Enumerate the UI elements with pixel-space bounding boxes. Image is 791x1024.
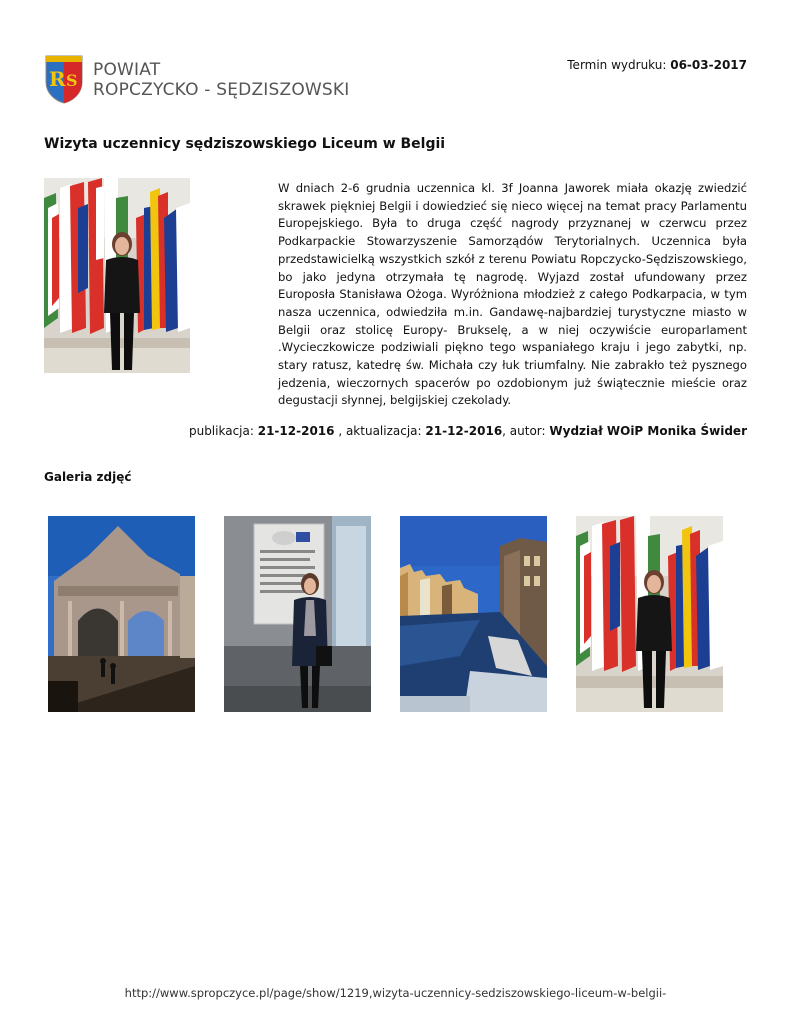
author-name: Wydział WOiP Monika Świder: [549, 424, 747, 438]
article-title: Wizyta uczennicy sędziszowskiego Liceum w Belgii: [44, 136, 446, 152]
site-brand: [93, 60, 350, 100]
coat-of-arms-icon: [44, 54, 84, 104]
gallery-photo-canal[interactable]: [400, 516, 547, 712]
gallery-photo-parliament[interactable]: [224, 516, 371, 712]
brand-line-2: ROPCZYCKO - SĘDZISZOWSKI: [93, 80, 350, 100]
print-date-value: 06-03-2017: [670, 58, 747, 72]
print-date-label: Termin wydruku:: [567, 58, 667, 72]
publication-date: 21-12-2016: [257, 424, 335, 438]
brand-line-1: POWIAT: [93, 60, 161, 80]
article-body: [44, 180, 747, 410]
article-meta: [189, 424, 747, 438]
gallery-photo-flags[interactable]: [576, 516, 723, 712]
svg-text:R: R: [49, 67, 66, 91]
photo-spacer: [44, 180, 278, 399]
photo-gallery: [48, 516, 728, 712]
gallery-photo-arch[interactable]: [48, 516, 195, 712]
author-label: , autor:: [502, 424, 546, 438]
publication-label: publikacja:: [188, 424, 254, 438]
print-date-line: [567, 58, 747, 72]
update-date: 21-12-2016: [425, 424, 503, 438]
svg-text:S: S: [66, 71, 78, 90]
article-text: W dniach 2-6 grudnia uczennica kl. 3f Joanna Jaworek miała okazję zwiedzić skrawek piękniej Belgii i dowiedzieć się nieco więcej na temat pracy Parlamentu Europejskiego. Była to druga część nagrody przyznanej w czerwcu przez Podkarpackie Stowarzyszenie Samorządów Terytorialnych. Uczennica była przedstawicielką wszystkich szkół z terenu Powiatu Ropczycko-Sędziszowskiego, bo jako jedyna otrzymała tę nagrodę. Wyjazd został ufundowany przez Europosła Stanisława Ożoga. Wyróżniona młodzież z całego Podkarpacia, w tym nasza uczennica, odwiedziła m.in. Gandawę-najbardziej turystyczne miasto w Belgii oraz stolicę Europy- Brukselę, a w niej oczywiście europarlament .Wycieczkowicze podziwiali piękno tego wspaniałego kraju i jego zabytki, np. stary ratusz, katedrę św. Michała czy łuk triumfalny. Nie zabrakło też pysznego jedzenia, wieczornych spacerów po ozdobionym już świątecznie mieście oraz degustacji słynnej, belgijskiej czekolady.: [278, 181, 747, 408]
gallery-title: Galeria zdjęć: [44, 470, 132, 484]
update-label: , aktualizacja:: [338, 424, 422, 438]
source-url: http://www.spropczyce.pl/page/show/1219,wizyta-uczennicy-sedziszowskiego-liceum-w-belgii-: [124, 986, 667, 1000]
